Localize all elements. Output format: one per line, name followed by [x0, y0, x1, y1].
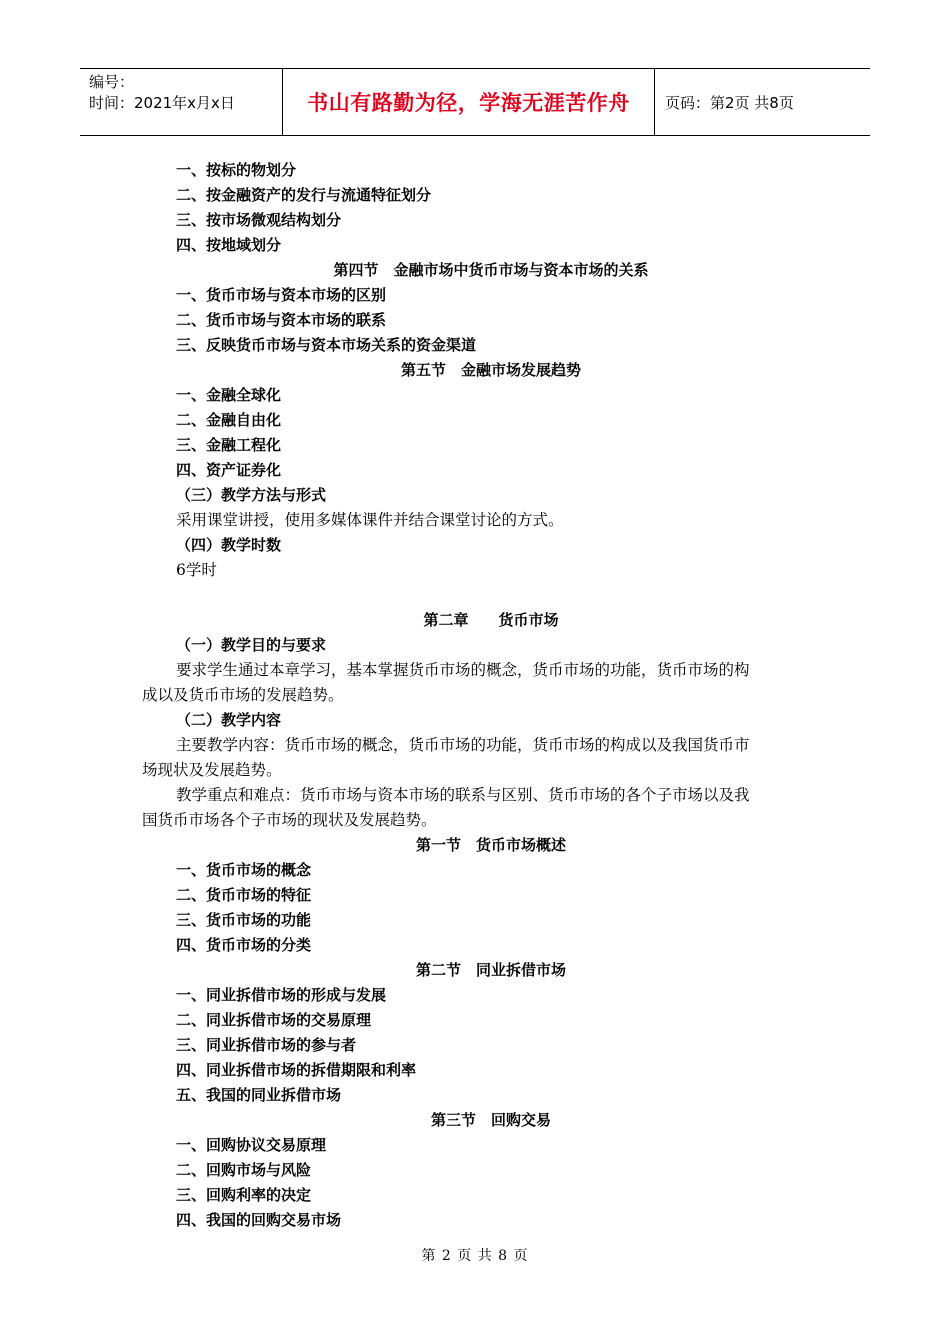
list-item: 二、同业拆借市场的交易原理	[176, 1011, 372, 1029]
list-item: 一、货币市场的概念	[176, 861, 312, 879]
key-text-1: 教学重点和难点：货币市场与资本市场的联系与区别、货币市场的各个子市场以及我	[176, 786, 750, 804]
list-item: 三、按市场微观结构划分	[176, 211, 342, 229]
list-item: 一、金融全球化	[176, 386, 282, 404]
list-item: 三、反映货币市场与资本市场关系的资金渠道	[176, 336, 477, 354]
list-item: 三、金融工程化	[176, 436, 282, 454]
section-title: 第五节 金融市场发展趋势	[400, 361, 581, 379]
page-header	[80, 68, 870, 136]
list-item: 二、货币市场与资本市场的联系	[176, 311, 387, 329]
list-item: 一、回购协议交易原理	[176, 1136, 327, 1154]
document-body	[142, 158, 806, 1233]
list-item: 五、我国的同业拆借市场	[176, 1086, 342, 1104]
goal-text-2: 成以及货币市场的发展趋势。	[142, 686, 344, 704]
list-item: 四、我国的回购交易市场	[176, 1211, 342, 1229]
content-text-2: 场现状及发展趋势。	[142, 761, 282, 779]
method-text: 采用课堂讲授，使用多媒体课件并结合课堂讨论的方式。	[176, 511, 564, 529]
goal-heading: （一）教学目的与要求	[176, 636, 327, 654]
hours-text: 6学时	[176, 561, 217, 579]
list-item: 四、同业拆借市场的拆借期限和利率	[176, 1061, 417, 1079]
number-label: 编号：	[89, 73, 135, 91]
list-item: 二、回购市场与风险	[176, 1161, 312, 1179]
list-item: 三、货币市场的功能	[176, 911, 312, 929]
motto: 书山有路勤为径，学海无涯苦作舟	[307, 91, 630, 115]
chapter-title: 第二章 货币市场	[423, 611, 559, 629]
list-item: 二、按金融资产的发行与流通特征划分	[176, 186, 432, 204]
method-heading: （三）教学方法与形式	[176, 486, 327, 504]
list-item: 一、货币市场与资本市场的区别	[176, 286, 387, 304]
header-meta	[80, 69, 283, 135]
content-text-1: 主要教学内容：货币市场的概念，货币市场的功能，货币市场的构成以及我国货币市	[176, 736, 750, 754]
content-heading: （二）教学内容	[176, 711, 282, 729]
spacer	[176, 583, 806, 608]
list-item: 一、按标的物划分	[176, 161, 297, 179]
list-item: 二、金融自由化	[176, 411, 282, 429]
list-item: 四、资产证券化	[176, 461, 282, 479]
list-item: 二、货币市场的特征	[176, 886, 312, 904]
section-title: 第一节 货币市场概述	[415, 836, 566, 854]
section-title: 第三节 回购交易	[430, 1111, 551, 1129]
header-page-info: 页码：第2页 共8页	[665, 93, 794, 112]
page-footer: 第 2 页 共 8 页	[421, 1248, 529, 1264]
section-title: 第二节 同业拆借市场	[415, 961, 566, 979]
header-motto-cell	[283, 69, 655, 135]
key-text-2: 国货币市场各个子市场的现状及发展趋势。	[142, 811, 437, 829]
list-item: 四、按地域划分	[176, 236, 282, 254]
hours-heading: （四）教学时数	[176, 536, 282, 554]
section-title: 第四节 金融市场中货币市场与资本市场的关系	[333, 261, 649, 279]
list-item: 四、货币市场的分类	[176, 936, 312, 954]
list-item: 三、同业拆借市场的参与者	[176, 1036, 357, 1054]
goal-text-1: 要求学生通过本章学习，基本掌握货币市场的概念，货币市场的功能，货币市场的构	[176, 661, 750, 679]
list-item: 一、同业拆借市场的形成与发展	[176, 986, 387, 1004]
list-item: 三、回购利率的决定	[176, 1186, 312, 1204]
time-label: 时间：2021年x月x日	[89, 94, 235, 112]
